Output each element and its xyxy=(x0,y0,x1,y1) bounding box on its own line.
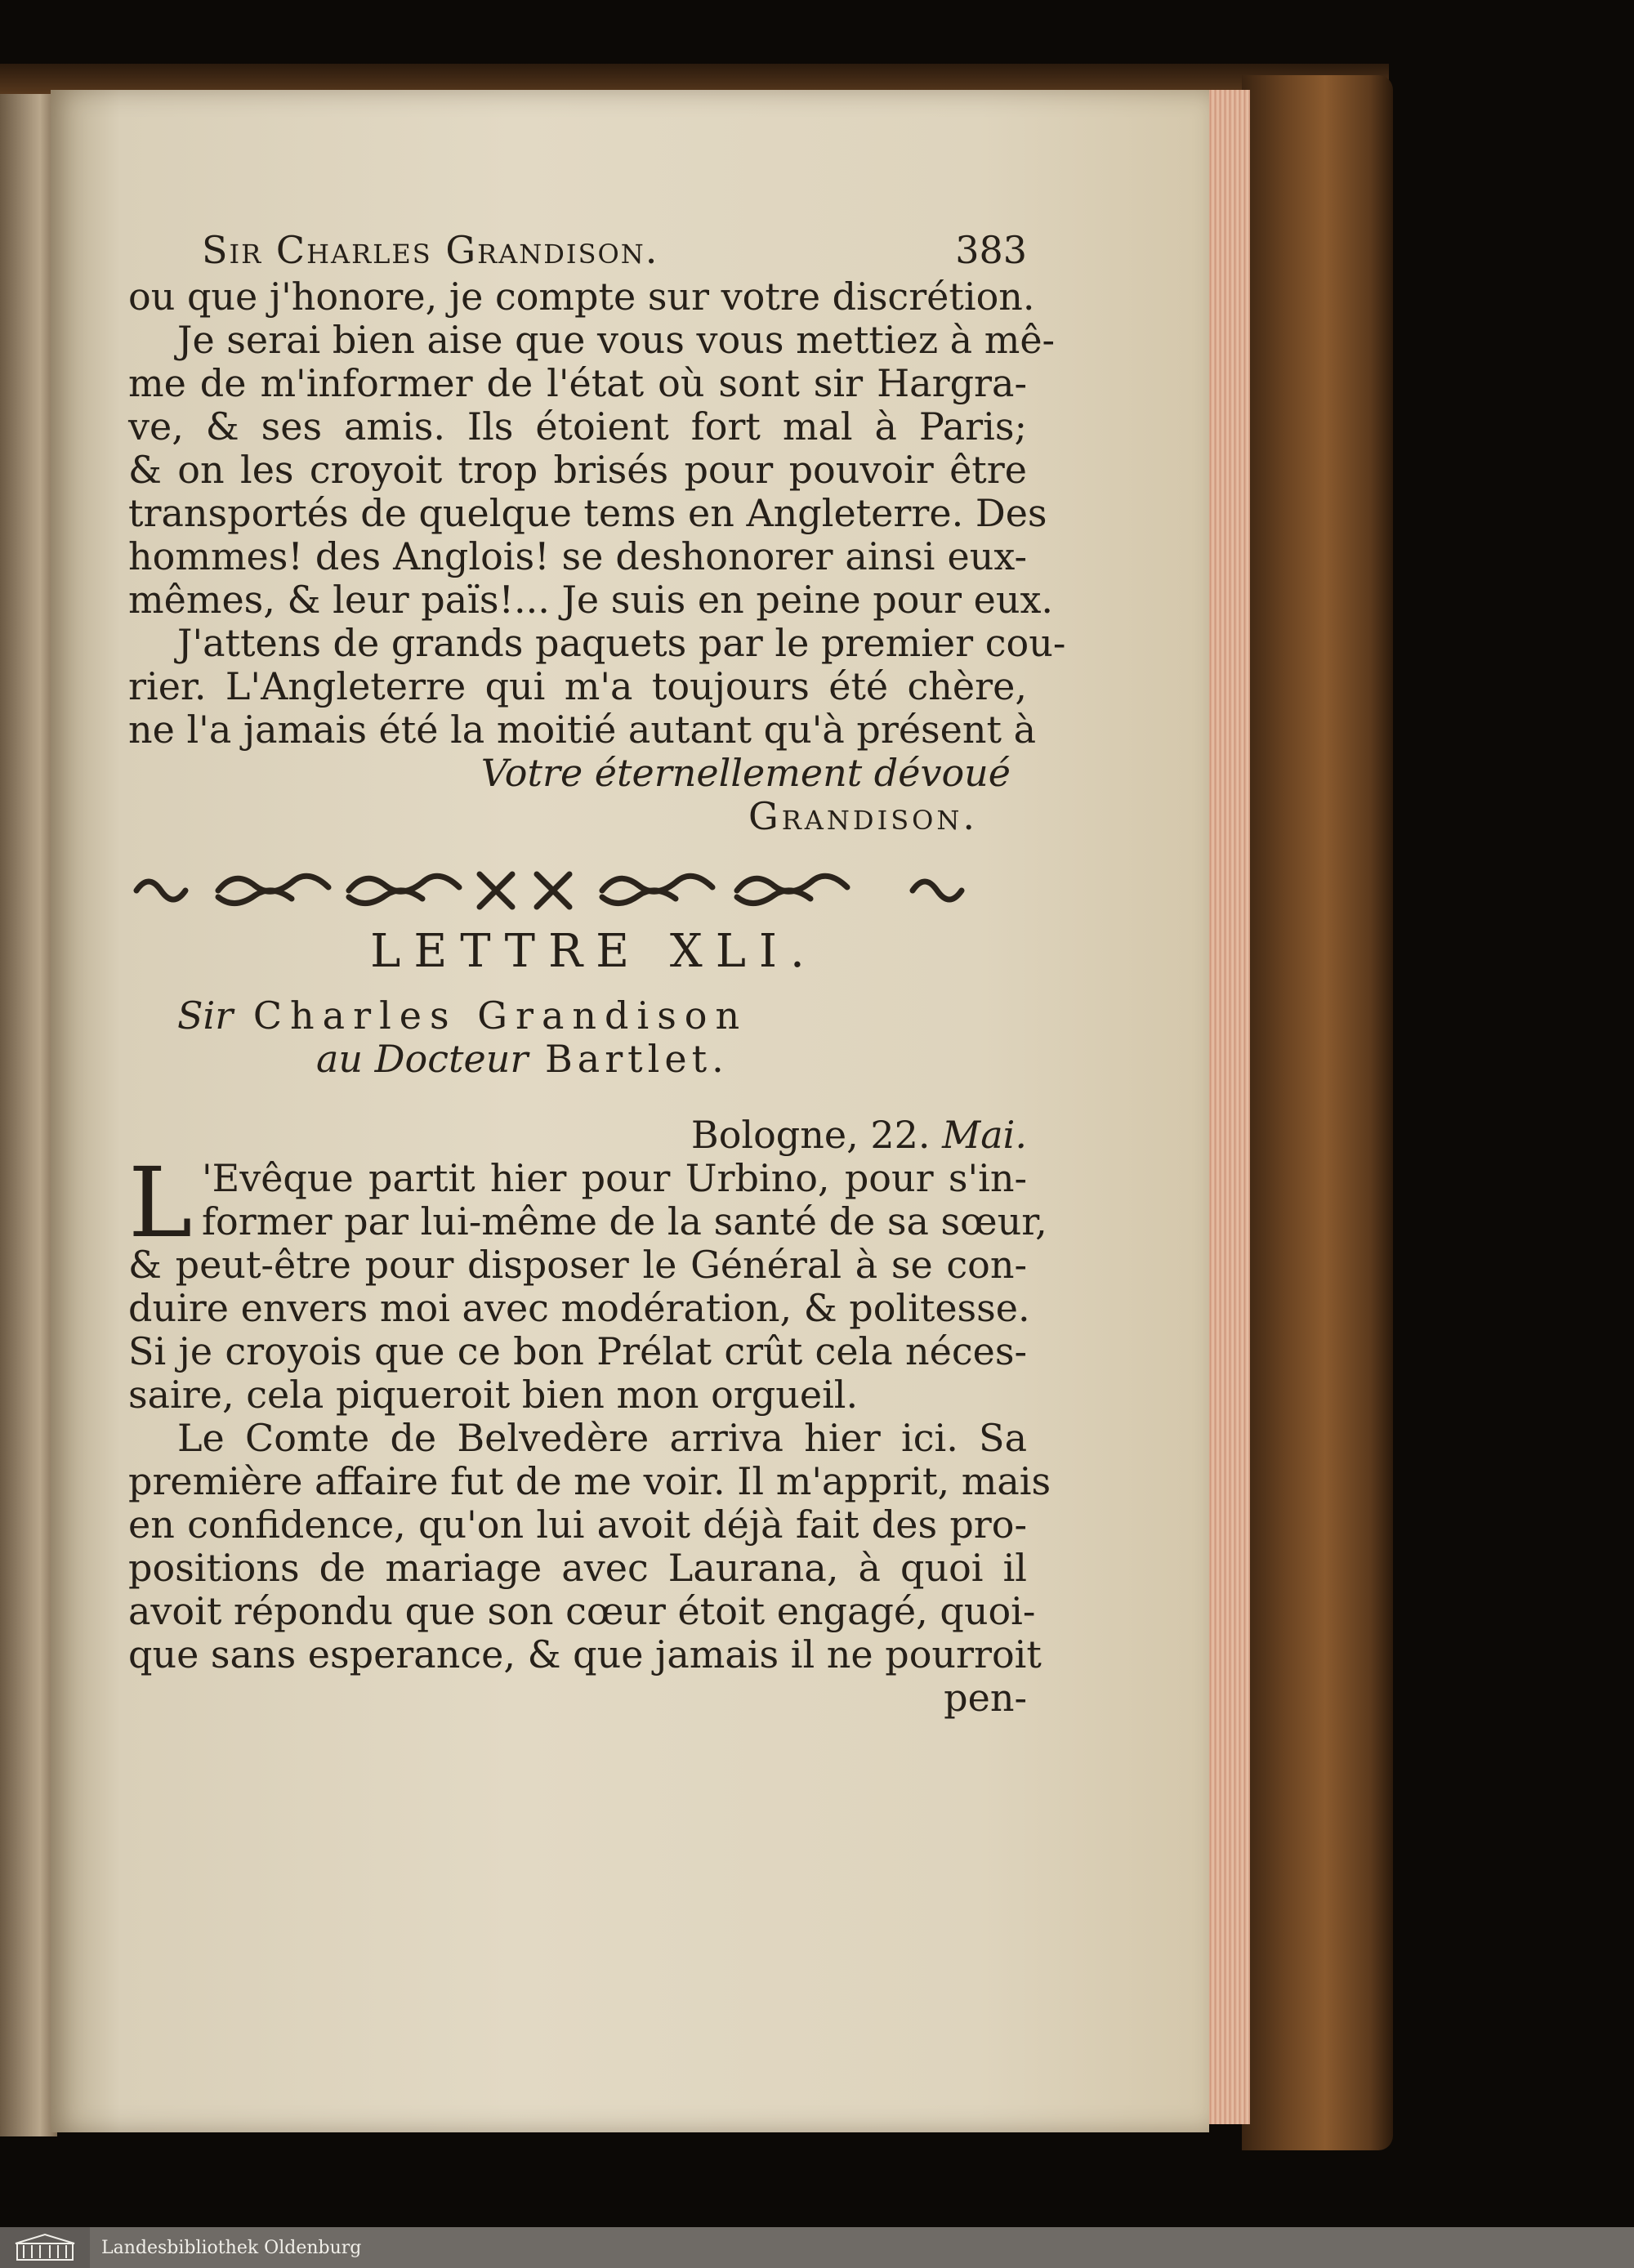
text-line: en confidence, qu'on lui avoit déjà fait des pro- xyxy=(128,1502,1027,1547)
sender-name: Charles Grandison xyxy=(252,993,748,1038)
text-line: hommes! des Anglois! se deshonorer ainsi eux- xyxy=(128,534,1027,578)
letter-title: LETTRE XLI. xyxy=(370,925,818,978)
book-cover-right xyxy=(1242,75,1393,2150)
recipient-name: Bartlet. xyxy=(544,1037,729,1081)
text-line: 'Evêque partit hier pour Urbino, pour s'in- xyxy=(202,1156,1027,1200)
letter-sender xyxy=(128,994,1027,1038)
text-line: J'attens de grands paquets par le premier cou- xyxy=(177,621,1066,665)
letter-recipient xyxy=(128,1038,1027,1081)
library-name: Landesbibliothek Oldenburg xyxy=(101,2237,362,2258)
running-head xyxy=(202,229,1027,272)
book-page xyxy=(51,90,1209,2132)
text-line: Si je croyois que ce bon Prélat crût cela néces- xyxy=(128,1329,1027,1373)
text-line: Le Comte de Belvedère arriva hier ici. Sa xyxy=(177,1416,1027,1460)
closing-phrase: Votre éternellement dévoué xyxy=(480,751,1011,795)
sender-prefix: Sir xyxy=(177,993,234,1038)
dateline xyxy=(128,1114,1027,1157)
text-line: mêmes, & leur païs!... Je suis en peine pour eux. xyxy=(128,578,1054,622)
text-line: former par lui-même de la santé de sa sœur, xyxy=(202,1199,1047,1243)
text-line: & on les croyoit trop brisés pour pouvoir être xyxy=(128,448,1027,492)
dateline-place: Bologne, 22. xyxy=(690,1113,931,1157)
text-line: transportés de quelque tems en Angleterre. Des xyxy=(128,491,1047,535)
text-line: me de m'informer de l'état où sont sir Hargra- xyxy=(128,361,1027,405)
text-line: première affaire fut de me voir. Il m'apprit, mais xyxy=(128,1459,1051,1503)
page-number: 383 xyxy=(955,228,1027,272)
text-line: ve, & ses amis. Ils étoient fort mal à Paris; xyxy=(128,404,1027,449)
text-line: que sans esperance, & que jamais il ne pourroit xyxy=(128,1632,1042,1676)
letter-body-opening xyxy=(128,1146,1047,1259)
previous-letter-end xyxy=(128,275,1066,838)
fleuron-ornament-icon xyxy=(128,866,978,915)
recipient-prefix: au Docteur xyxy=(316,1037,529,1081)
ornament-band xyxy=(128,866,1027,915)
library-footer xyxy=(0,2227,1634,2268)
text-line: Je serai bien aise que vous vous mettiez à mê- xyxy=(177,318,1056,362)
text-line: ou que j'honore, je compte sur votre discrétion. xyxy=(128,275,1035,319)
text-line: duire envers moi avec modération, & politesse. xyxy=(128,1286,1030,1330)
signature: Grandison. xyxy=(748,794,978,838)
text-line: & peut-être pour disposer le Général à se con- xyxy=(128,1243,1027,1287)
left-page-edge xyxy=(0,94,57,2136)
running-head-title: Sir Charles Grandison. xyxy=(202,228,659,272)
text-line: positions de mariage avec Laurana, à quoi il xyxy=(128,1546,1027,1590)
drop-cap: L xyxy=(128,1146,193,1259)
library-building-icon xyxy=(0,2227,90,2268)
page-text xyxy=(128,228,1066,1720)
text-line: ne l'a jamais été la moitié autant qu'à présent à xyxy=(128,708,1037,752)
text-line: avoit répondu que son cœur étoit engagé, quoi- xyxy=(128,1589,1036,1633)
text-line: saire, cela piqueroit bien mon orgueil. xyxy=(128,1373,859,1417)
dateline-month: Mai. xyxy=(942,1113,1027,1157)
catchword: pen- xyxy=(944,1676,1027,1720)
text-line: rier. L'Angleterre qui m'a toujours été chère, xyxy=(128,664,1027,708)
